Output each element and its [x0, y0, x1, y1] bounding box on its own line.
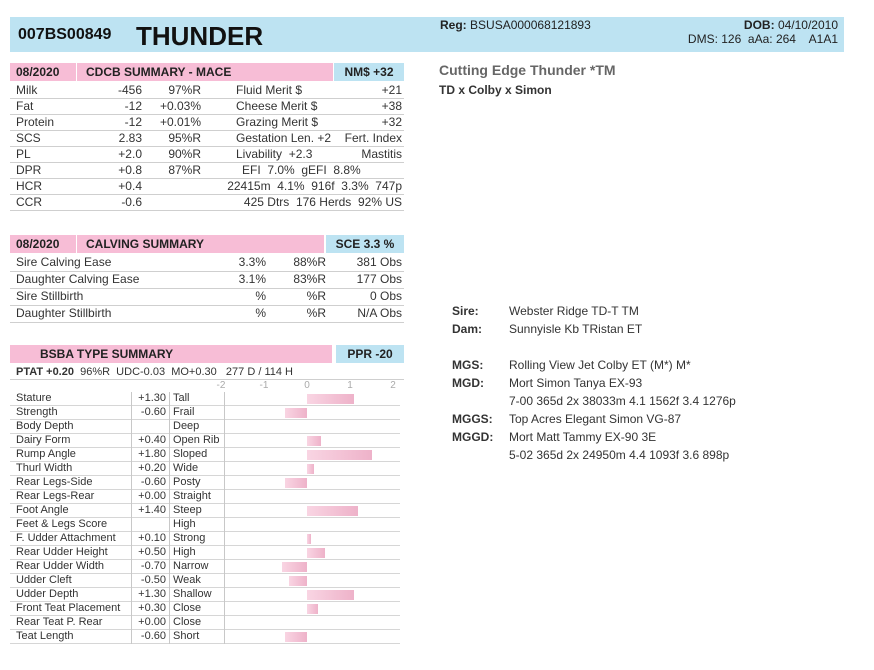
calving-rel: %R — [306, 289, 326, 303]
cdcb-row — [10, 163, 404, 179]
type-trait: Rear Udder Width — [16, 560, 105, 572]
type-desc: Straight — [173, 490, 211, 502]
type-value: +0.10 — [138, 532, 166, 544]
type-row — [10, 560, 400, 574]
trait-name: CCR — [16, 195, 42, 209]
type-trait: Body Depth — [16, 420, 74, 432]
cdcb-row — [10, 115, 404, 131]
type-row — [10, 602, 400, 616]
type-trait: Thurl Width — [16, 462, 73, 474]
trait-right: +32 — [381, 115, 402, 129]
mgd-name: Mort Simon Tanya EX-93 — [509, 376, 643, 390]
type-desc: Frail — [173, 406, 195, 418]
type-header — [10, 345, 404, 363]
type-value: +0.00 — [138, 616, 166, 628]
cdcb-date: 08/2020 — [16, 65, 60, 79]
type-row — [10, 504, 400, 518]
type-bar — [307, 450, 372, 460]
trait-label: Livability +2.3 — [236, 147, 313, 161]
trait-value: -12 — [124, 99, 142, 113]
type-bar — [285, 478, 307, 488]
type-desc: Close — [173, 616, 202, 628]
trait-reliability: 87%R — [168, 163, 201, 177]
sire-name: Webster Ridge TD-T TM — [509, 304, 639, 318]
registration: Reg: BSUSA000068121893 — [440, 18, 591, 32]
type-bar — [307, 506, 358, 516]
ppr-value: PPR -20 — [336, 345, 404, 363]
mgd-label: MGD: — [452, 376, 484, 390]
type-row — [10, 420, 400, 434]
calving-row — [10, 289, 404, 306]
trait-name: Fat — [16, 99, 34, 113]
type-bar — [307, 436, 321, 446]
type-row — [10, 476, 400, 490]
trait-value: -456 — [117, 83, 142, 97]
trait-label: Grazing Merit $ — [236, 115, 319, 129]
cdcb-header — [10, 63, 404, 81]
calving-rel: 88%R — [293, 255, 326, 269]
type-value: +0.30 — [138, 602, 166, 614]
sce-value: SCE 3.3 % — [326, 235, 404, 253]
type-desc: Narrow — [173, 560, 209, 572]
trait-name: DPR — [16, 163, 42, 177]
calving-row — [10, 255, 404, 272]
trait-name: Protein — [16, 115, 55, 129]
animal-id: 007BS00849 — [18, 26, 112, 43]
trait-label: EFI 7.0% gEFI 8.8% — [242, 163, 361, 177]
type-bar — [307, 394, 354, 404]
type-bar — [285, 632, 307, 642]
type-desc: Strong — [173, 532, 206, 544]
type-trait: Rear Legs-Rear — [16, 490, 95, 502]
cdcb-row — [10, 195, 404, 211]
type-row — [10, 532, 400, 546]
type-row — [10, 462, 400, 476]
type-value: +1.40 — [138, 504, 166, 516]
type-trait: Stature — [16, 392, 52, 404]
type-bar — [282, 562, 307, 572]
cdcb-row — [10, 179, 404, 195]
date-of-birth: DOB: 04/10/2010 — [743, 18, 838, 32]
type-desc: Deep — [173, 420, 200, 432]
dam-label: Dam: — [452, 322, 483, 336]
type-row — [10, 434, 400, 448]
trait-value: +0.8 — [118, 163, 142, 177]
calving-trait: Daughter Stillbirth — [16, 306, 112, 320]
trait-right: +21 — [381, 83, 402, 97]
trait-right: +38 — [381, 99, 402, 113]
type-bar — [307, 534, 311, 544]
type-title: BSBA TYPE SUMMARY — [40, 347, 174, 361]
trait-label: Cheese Merit $ — [236, 99, 318, 113]
type-desc: Tall — [173, 392, 190, 404]
type-row — [10, 616, 400, 630]
mggd-name: Mort Matt Tammy EX-90 3E — [509, 430, 657, 444]
calving-obs: 381 Obs — [356, 255, 402, 269]
calving-pct: % — [255, 306, 266, 320]
type-row — [10, 406, 400, 420]
cdcb-title: CDCB SUMMARY - MACE — [86, 65, 232, 79]
trait-reliability: 95%R — [168, 131, 201, 145]
calving-pct: % — [255, 289, 266, 303]
calving-trait: Sire Calving Ease — [16, 255, 112, 269]
type-trait: Rear Teat P. Rear — [16, 616, 103, 628]
type-desc: Short — [173, 630, 200, 642]
animal-name: THUNDER — [136, 21, 264, 51]
trait-value: +0.4 — [118, 179, 142, 193]
nm-dollar: NM$ +32 — [334, 63, 404, 81]
type-trait: Teat Length — [16, 630, 74, 642]
scale-tick: 0 — [304, 380, 310, 391]
dms-line: DMS: 126 aAa: 264 A1A1 — [687, 32, 838, 46]
trait-label: Fluid Merit $ — [236, 83, 303, 97]
type-value: -0.50 — [140, 574, 166, 586]
type-trait: Rear Udder Height — [16, 546, 108, 558]
scale-tick: -2 — [216, 380, 226, 391]
type-bar — [285, 408, 307, 418]
type-bar — [289, 576, 307, 586]
calving-pct: 3.3% — [238, 255, 266, 269]
scale-tick: 1 — [347, 380, 353, 391]
type-value: -0.60 — [140, 476, 166, 488]
type-value: -0.60 — [140, 406, 166, 418]
type-trait: Front Teat Placement — [16, 602, 121, 614]
type-row — [10, 630, 400, 644]
mgs-name: Rolling View Jet Colby ET (M*) M* — [509, 358, 691, 372]
type-trait: Foot Angle — [16, 504, 69, 516]
calving-date: 08/2020 — [16, 237, 60, 251]
type-row — [10, 546, 400, 560]
calving-header — [10, 235, 404, 253]
type-trait: Dairy Form — [16, 434, 71, 446]
calving-pct: 3.1% — [238, 272, 266, 286]
type-desc: Shallow — [173, 588, 212, 600]
type-trait: Strength — [16, 406, 58, 418]
trait-right: Mastitis — [361, 147, 402, 161]
ptat-line: PTAT +0.20 96%R UDC-0.03 MO+0.30 277 D / 114 H — [16, 366, 293, 378]
scale-tick: 2 — [390, 380, 396, 391]
trait-value: -12 — [124, 115, 142, 129]
trait-name: Milk — [16, 83, 38, 97]
calving-row — [10, 272, 404, 289]
trait-name: SCS — [16, 131, 41, 145]
calving-rel: %R — [306, 306, 326, 320]
mgd-record: 7-00 365d 2x 38033m 4.1 1562f 3.4 1276p — [509, 394, 736, 408]
trait-reliability: +0.01% — [159, 115, 201, 129]
type-bar — [307, 604, 318, 614]
type-desc: Sloped — [173, 448, 208, 460]
type-desc: Posty — [173, 476, 201, 488]
sire-label: Sire: — [452, 304, 479, 318]
calving-obs: N/A Obs — [357, 306, 402, 320]
cdcb-row — [10, 83, 404, 99]
calving-trait: Sire Stillbirth — [16, 289, 84, 303]
type-trait: Udder Depth — [16, 588, 79, 600]
calving-title: CALVING SUMMARY — [86, 237, 204, 251]
trait-label: Gestation Len. +2 — [236, 131, 332, 145]
mggd-label: MGGD: — [452, 430, 494, 444]
type-value: -0.60 — [140, 630, 166, 642]
calving-rel: 83%R — [293, 272, 326, 286]
type-row — [10, 588, 400, 602]
calving-obs: 0 Obs — [369, 289, 402, 303]
calving-row — [10, 306, 404, 323]
type-row — [10, 518, 400, 532]
sire-line: TD x Colby x Simon — [439, 83, 552, 97]
trait-reliability: +0.03% — [159, 99, 201, 113]
type-row — [10, 490, 400, 504]
trait-label: 22415m 4.1% 916f 3.3% 747p — [227, 179, 402, 193]
type-desc: Weak — [173, 574, 201, 586]
type-trait: Feet & Legs Score — [16, 518, 108, 530]
type-value: +0.20 — [138, 462, 166, 474]
type-bar — [307, 464, 314, 474]
type-value: +1.80 — [138, 448, 166, 460]
mggs-name: Top Acres Elegant Simon VG-87 — [509, 412, 682, 426]
trait-value: +2.0 — [118, 147, 142, 161]
type-desc: High — [173, 546, 196, 558]
type-value: +0.40 — [138, 434, 166, 446]
type-value: -0.70 — [140, 560, 166, 572]
type-desc: High — [173, 518, 196, 530]
type-value: +0.00 — [138, 490, 166, 502]
type-trait: Rump Angle — [16, 448, 76, 460]
type-bar — [307, 548, 325, 558]
type-row — [10, 574, 400, 588]
trait-reliability: 90%R — [168, 147, 201, 161]
type-desc: Open Rib — [173, 434, 220, 446]
trait-name: HCR — [16, 179, 42, 193]
mggs-label: MGGS: — [452, 412, 493, 426]
trait-reliability: 97%R — [168, 83, 201, 97]
type-desc: Close — [173, 602, 202, 614]
trait-right: Fert. Index — [344, 131, 402, 145]
dam-name: Sunnyisle Kb TRistan ET — [509, 322, 643, 336]
type-bar — [307, 590, 354, 600]
type-value: +1.30 — [138, 588, 166, 600]
type-trait: Rear Legs-Side — [16, 476, 93, 488]
calving-trait: Daughter Calving Ease — [16, 272, 140, 286]
type-trait: Udder Cleft — [16, 574, 72, 586]
header-bar — [10, 17, 844, 52]
type-desc: Steep — [173, 504, 202, 516]
calving-obs: 177 Obs — [356, 272, 402, 286]
type-value: +0.50 — [138, 546, 166, 558]
mgs-label: MGS: — [452, 358, 484, 372]
type-row — [10, 392, 400, 406]
full-name: Cutting Edge Thunder *TM — [439, 62, 616, 78]
cdcb-row — [10, 99, 404, 115]
trait-value: 2.83 — [118, 131, 142, 145]
type-value: +1.30 — [138, 392, 166, 404]
trait-name: PL — [16, 147, 31, 161]
scale-tick: -1 — [259, 380, 269, 391]
trait-value: -0.6 — [121, 195, 142, 209]
trait-label: 425 Dtrs 176 Herds 92% US — [243, 195, 402, 209]
type-trait: F. Udder Attachment — [16, 532, 116, 544]
type-row — [10, 448, 400, 462]
cdcb-row — [10, 147, 404, 163]
type-desc: Wide — [173, 462, 199, 474]
cdcb-row — [10, 131, 404, 147]
mggd-record: 5-02 365d 2x 24950m 4.4 1093f 3.6 898p — [509, 448, 730, 462]
